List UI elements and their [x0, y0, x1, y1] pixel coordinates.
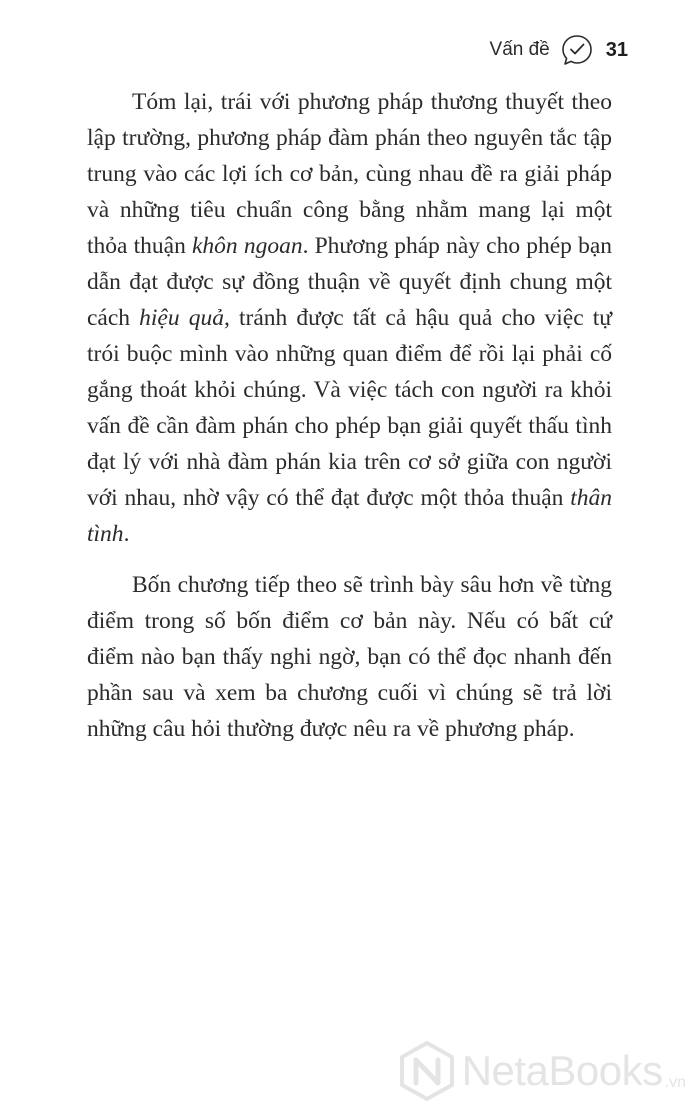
- watermark: [398, 1040, 686, 1102]
- watermark-text: NetaBooks: [461, 1047, 663, 1094]
- paragraph: [87, 84, 612, 552]
- text-segment: Tóm lại, trái với phương pháp thương thuyết theo lập trường, phương pháp đàm phán theo nguyên tắc tập trung vào các lợi ích cơ bản, cùng nhau đề ra giải pháp và những tiêu chuẩn công bằng nhằm mang lại một thỏa thuận: [87, 89, 612, 259]
- italic-segment: khôn ngoan: [191, 233, 303, 259]
- running-header: [490, 30, 628, 70]
- text-segment: , tránh được tất cả hậu quả cho việc tự trói buộc mình vào những quan điểm để rồi lại phải cố gắng thoát khỏi chúng. Và việc tách con người ra khỏi vấn đề cần đàm phán cho phép bạn giải quyết thấu tình đạt lý với nhà đàm phán kia trên cơ sở giữa con người với nhau, nhờ vậy có thể đạt được một thỏa thuận: [87, 305, 612, 511]
- page-number: 31: [605, 38, 628, 61]
- text-segment: Bốn chương tiếp theo sẽ trình bày sâu hơn về từng điểm trong số bốn điểm cơ bản này. Nếu có bất cứ điểm nào bạn thấy nghi ngờ, bạn có thể đọc nhanh đến phần sau và xem ba chương cuối vì chúng sẽ trả lời những câu hỏi thường được nêu ra về phương pháp.: [87, 572, 612, 742]
- netabooks-logo-icon: [398, 1040, 456, 1102]
- text-segment: .: [123, 521, 130, 547]
- text-segment: . Phương pháp này cho phép bạn dẫn đạt được sự đồng thuận về quyết định chung một cách: [87, 233, 613, 331]
- italic-segment: thân tình: [87, 485, 612, 547]
- chapter-title: Vấn đề: [489, 39, 550, 60]
- italic-segment: hiệu quả: [139, 305, 224, 331]
- body-text: [87, 84, 612, 762]
- paragraph: [87, 567, 612, 747]
- watermark-suffix: .vn: [664, 1074, 686, 1091]
- check-speech-bubble-icon: [560, 33, 594, 67]
